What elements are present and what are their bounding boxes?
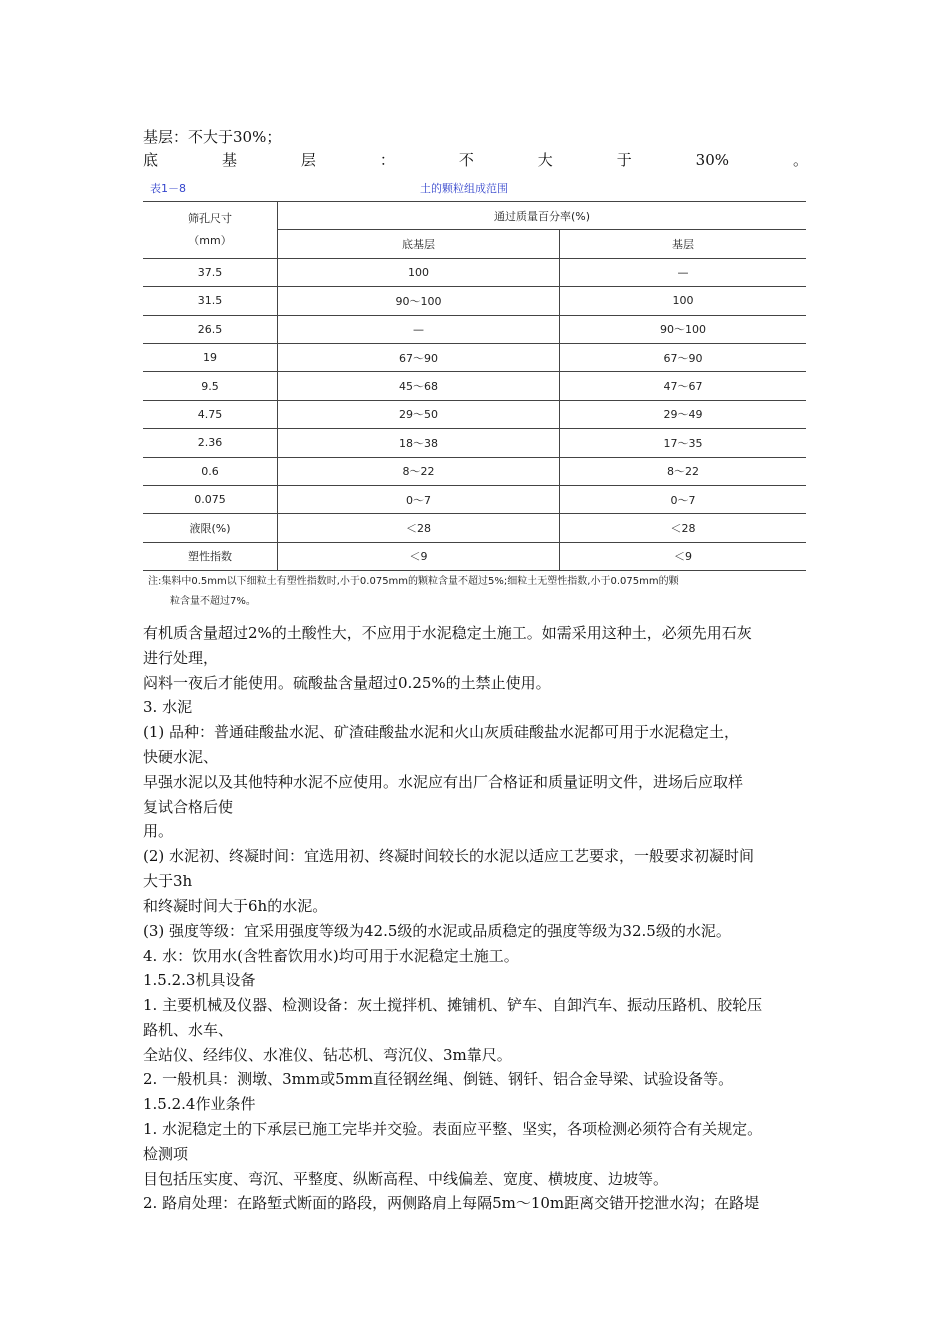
table-row bbox=[143, 400, 806, 428]
sieve-size-header-unit: （mm） bbox=[188, 233, 232, 247]
body-line: 1. 水泥稳定土的下承层已施工完毕并交验。表面应平整、坚实，各项检测必须符合有关规定。 bbox=[143, 1120, 763, 1138]
sieve-size-cell: 19 bbox=[143, 343, 278, 371]
base-header: 基层 bbox=[560, 230, 807, 258]
body-line: (2) 水泥初、终凝时间：宜选用初、终凝时间较长的水泥以适应工艺要求，一般要求初凝时间 bbox=[143, 847, 755, 865]
spread-char: 基 bbox=[221, 151, 237, 169]
body-line: 路机、水车、 bbox=[143, 1021, 234, 1039]
base-value-cell: 0～7 bbox=[560, 485, 807, 513]
sieve-size-header bbox=[143, 202, 278, 259]
table-row bbox=[143, 485, 806, 513]
sieve-size-cell: 4.75 bbox=[143, 400, 278, 428]
table-note-line-1: 注:集料中0.5mm以下细粒土有塑性指数时,小于0.075mm的颗粒含量不超过5%;细粒土无塑性指数,小于0.075mm的颗 bbox=[148, 576, 679, 587]
subbase-header: 底基层 bbox=[278, 230, 560, 258]
base-value-cell: 90～100 bbox=[560, 315, 807, 343]
base-value-cell: 67～90 bbox=[560, 343, 807, 371]
sieve-size-cell: 液限(%) bbox=[143, 514, 278, 542]
spread-char: 底 bbox=[143, 151, 159, 169]
table-row bbox=[143, 542, 806, 570]
body-line: 早强水泥以及其他特种水泥不应使用。水泥应有出厂合格证和质量证明文件，进场后应取样 bbox=[143, 773, 744, 791]
sieve-size-cell: 0.6 bbox=[143, 457, 278, 485]
subbase-value-cell: 0～7 bbox=[278, 485, 560, 513]
body-line: (3) 强度等级：宜采用强度等级为42.5级的水泥或品质稳定的强度等级为32.5级的水泥。 bbox=[143, 922, 731, 940]
sieve-size-cell: 2.36 bbox=[143, 429, 278, 457]
spread-char: 于 bbox=[616, 151, 632, 169]
body-line: 1. 主要机械及仪器、检测设备：灰土搅拌机、摊铺机、铲车、自卸汽车、振动压路机、胶轮压 bbox=[143, 996, 763, 1014]
body-line: 闷料一夜后才能使用。硫酸盐含量超过0.25%的土禁止使用。 bbox=[143, 674, 551, 692]
body-line: (1) 品种：普通硅酸盐水泥、矿渣硅酸盐水泥和火山灰质硅酸盐水泥都可用于水泥稳定土， bbox=[143, 723, 740, 741]
table-row bbox=[143, 372, 806, 400]
subbase-value-cell: ＜9 bbox=[278, 542, 560, 570]
spread-char: 。 bbox=[792, 151, 808, 169]
pass-rate-header: 通过质量百分率(%) bbox=[278, 202, 807, 230]
base-value-cell: 17～35 bbox=[560, 429, 807, 457]
subbase-value-cell: 45～68 bbox=[278, 372, 560, 400]
spread-char: ： bbox=[379, 151, 395, 169]
subbase-value-cell: 29～50 bbox=[278, 400, 560, 428]
base-value-cell: 47～67 bbox=[560, 372, 807, 400]
body-line: 1.5.2.3机具设备 bbox=[143, 971, 256, 989]
body-line: 进行处理， bbox=[143, 649, 219, 667]
body-line: 大于3h bbox=[143, 872, 193, 890]
subbase-value-cell: — bbox=[278, 315, 560, 343]
subbase-value-cell: 100 bbox=[278, 258, 560, 286]
particle-gradation-table bbox=[143, 201, 806, 571]
body-line: 检测项 bbox=[143, 1145, 189, 1163]
base-value-cell: ＜9 bbox=[560, 542, 807, 570]
base-value-cell: 8～22 bbox=[560, 457, 807, 485]
base-limit-line: 基层：不大于30%； bbox=[143, 128, 282, 146]
body-line: 快硬水泥、 bbox=[143, 748, 219, 766]
subbase-value-cell: 18～38 bbox=[278, 429, 560, 457]
table-row bbox=[143, 287, 806, 315]
table-row bbox=[143, 429, 806, 457]
table-title: 土的颗粒组成范围 bbox=[420, 182, 508, 195]
table-note-line-2: 粒含量不超过7%。 bbox=[170, 596, 256, 607]
sieve-size-header-label: 筛孔尺寸 bbox=[188, 211, 232, 225]
body-line: 1.5.2.4作业条件 bbox=[143, 1095, 256, 1113]
spread-char: 大 bbox=[537, 151, 553, 169]
table-row bbox=[143, 457, 806, 485]
spread-char: 层 bbox=[300, 151, 316, 169]
table-row bbox=[143, 258, 806, 286]
base-value-cell: 29～49 bbox=[560, 400, 807, 428]
body-line: 和终凝时间大于6h的水泥。 bbox=[143, 897, 328, 915]
body-line: 4. 水：饮用水(含牲畜饮用水)均可用于水泥稳定土施工。 bbox=[143, 947, 519, 965]
sieve-size-cell: 26.5 bbox=[143, 315, 278, 343]
body-line: 用。 bbox=[143, 822, 174, 840]
spread-char: 30% bbox=[695, 151, 730, 169]
sieve-size-cell: 31.5 bbox=[143, 287, 278, 315]
body-line: 目包括压实度、弯沉、平整度、纵断高程、中线偏差、宽度、横坡度、边坡等。 bbox=[143, 1170, 669, 1188]
spread-char: 不 bbox=[458, 151, 474, 169]
body-line: 复试合格后使 bbox=[143, 798, 234, 816]
subbase-value-cell: 8～22 bbox=[278, 457, 560, 485]
sieve-size-cell: 0.075 bbox=[143, 485, 278, 513]
table-row bbox=[143, 343, 806, 371]
table-row bbox=[143, 514, 806, 542]
body-line: 3. 水泥 bbox=[143, 698, 193, 716]
table-header-row bbox=[143, 202, 806, 230]
table-number: 表1－8 bbox=[150, 182, 186, 195]
sieve-size-cell: 塑性指数 bbox=[143, 542, 278, 570]
body-line: 有机质含量超过2%的土酸性大，不应用于水泥稳定土施工。如需采用这种土，必须先用石灰 bbox=[143, 624, 752, 642]
body-line: 2. 路肩处理：在路堑式断面的路段，两侧路肩上每隔5m～10m距离交错开挖泄水沟；在路堤 bbox=[143, 1194, 760, 1212]
body-line: 2. 一般机具：测墩、3mm或5mm直径钢丝绳、倒链、钢钎、铝合金导梁、试验设备等。 bbox=[143, 1070, 734, 1088]
table-row bbox=[143, 315, 806, 343]
subbase-value-cell: 67～90 bbox=[278, 343, 560, 371]
subbase-value-cell: 90～100 bbox=[278, 287, 560, 315]
sieve-size-cell: 9.5 bbox=[143, 372, 278, 400]
sieve-size-cell: 37.5 bbox=[143, 258, 278, 286]
subbase-value-cell: ＜28 bbox=[278, 514, 560, 542]
base-value-cell: ＜28 bbox=[560, 514, 807, 542]
base-value-cell: — bbox=[560, 258, 807, 286]
body-line: 全站仪、经纬仪、水准仪、钻芯机、弯沉仪、3m靠尺。 bbox=[143, 1046, 512, 1064]
subbase-limit-line bbox=[143, 150, 808, 170]
base-value-cell: 100 bbox=[560, 287, 807, 315]
